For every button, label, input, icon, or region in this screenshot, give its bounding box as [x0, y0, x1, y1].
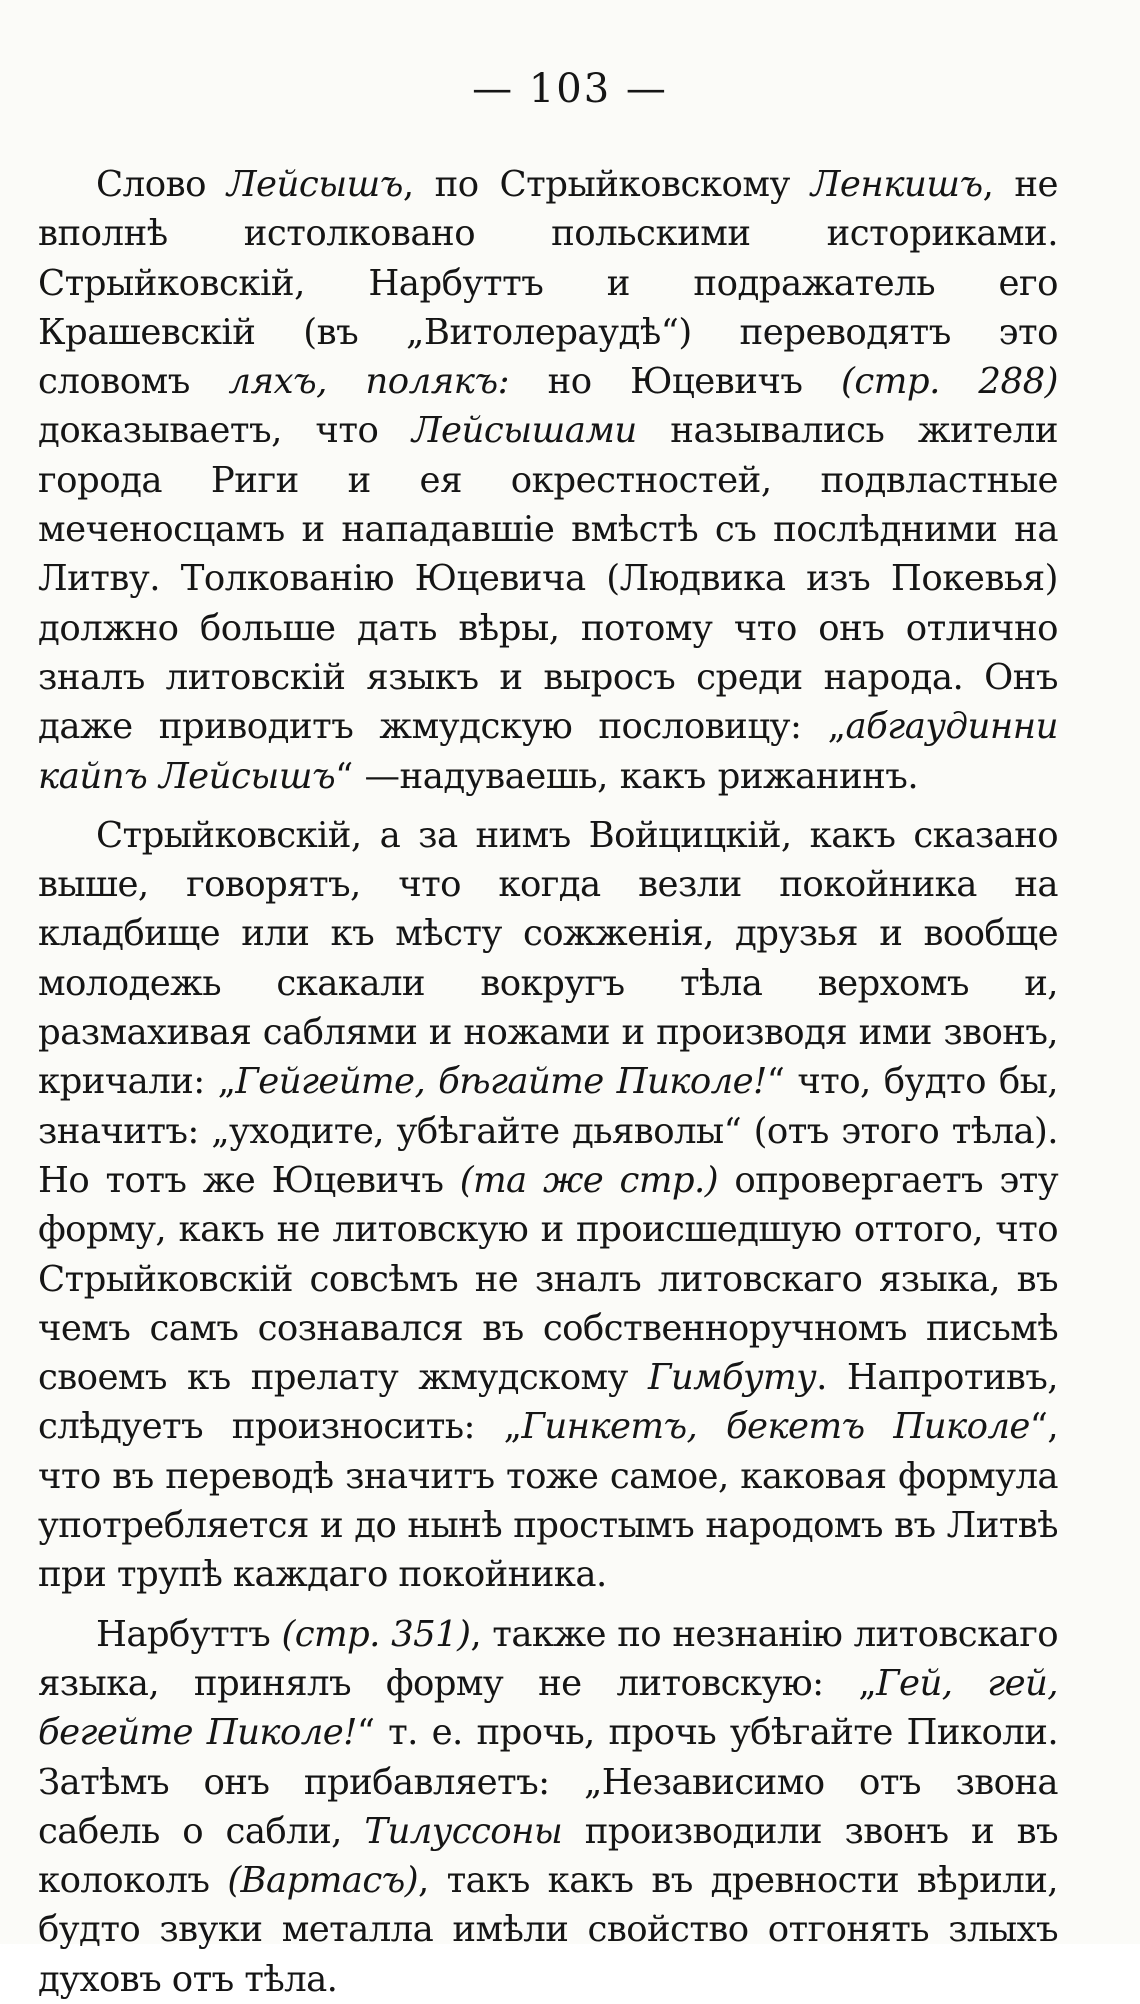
italic-text-run: Гинкетъ, бекетъ Пиколе	[521, 1406, 1030, 1448]
page-number: — 103 —	[472, 66, 668, 112]
text-run: доказываетъ, что	[38, 410, 412, 452]
italic-text-run: (Вартасъ)	[227, 1860, 418, 1902]
text-run: “ что, будто бы, значитъ: „уходите, убѣгайте дьяволы“ (отъ этого тѣла). Но тотъ же Юцевичъ	[38, 1061, 1058, 1201]
text-run: , по Стрыйковскому	[402, 164, 811, 205]
italic-text-run: Ленкишъ	[810, 164, 983, 205]
text-run: опровергаетъ эту форму, какъ не литовскую и происшедшую оттого, что Стрыйковскій совсѣмъ не зналъ литовскаго языка, въ чемъ самъ сознавался въ собственноручномъ письмѣ своемъ къ прелату жмудскому	[38, 1159, 1058, 1399]
text-run: Стрыйковскій, а за нимъ Войцицкій, какъ сказано выше, говорятъ, что когда везли покойника на кладбище или къ мѣсту сожженія, друзья и вообще молодежь скакали вокругъ тѣла верхомъ и, размахивая саблями и ножами и производя ими звонъ, кричали: „	[38, 814, 1058, 1103]
text-run: производили звонъ и въ колоколъ	[38, 1810, 1058, 1902]
text-run: Слово	[96, 164, 227, 205]
text-run: , такъ какъ въ древности вѣрили, будто звуки металла имѣли свойство отгонять злыхъ духовъ отъ тѣла.	[38, 1860, 1058, 2000]
text-run: , не вполнѣ истолковано польскими историками. Стрыйковскій, Нарбуттъ и подражатель его Крашевскій (въ „Витолераудѣ“) переводятъ это словомъ	[38, 164, 1058, 403]
body-text	[38, 160, 1058, 2004]
italic-text-run: Лейсышъ	[226, 164, 403, 205]
italic-text-run: Тилуссоны	[364, 1810, 563, 1852]
italic-text-run: (стр. 288)	[841, 361, 1058, 403]
text-run: “ т. е. прочь, прочь убѣгайте Пиколи. Затѣмъ онъ прибавляетъ: „Независимо отъ звона сабель о сабли,	[38, 1712, 1059, 1852]
paragraph-funeral-cry	[38, 811, 1058, 1600]
italic-text-run: Лейсышами	[411, 410, 637, 452]
italic-text-run: (стр. 351)	[281, 1613, 471, 1655]
italic-text-run: абгаудинни кайпъ Лейсышъ	[38, 706, 1058, 797]
text-run: “ —надуваешь, какъ рижанинъ.	[335, 755, 919, 797]
text-run: . Напротивъ, слѣдуетъ произносить: „	[38, 1357, 1058, 1448]
italic-text-run: Гимбуту	[647, 1357, 817, 1399]
italic-text-run: Гей, гей, бегейте Пиколе!	[38, 1662, 1058, 1754]
text-run: Нарбуттъ	[96, 1613, 282, 1655]
italic-text-run: ляхъ, полякъ:	[228, 361, 510, 403]
text-run: назывались жители города Риги и ея окрестностей, подвластные меченосцамъ и нападавшіе вмѣстѣ съ послѣдними на Литву. Толкованію Юцевича (Людвика изъ Покевья) должно больше дать вѣры, потому что онъ отлично зналъ литовскій языкъ и выросъ среди народа. Онъ даже приводитъ жмудскую пословицу: „	[38, 410, 1059, 748]
text-run: “, что въ переводѣ значитъ тоже самое, каковая формула употребляется и до нынѣ простымъ народомъ въ Литвѣ при трупѣ каждаго покойника.	[38, 1406, 1058, 1596]
italic-text-run: Гейгейте, бѣгайте Пиколе!	[235, 1061, 767, 1103]
italic-text-run: (та же стр.)	[459, 1159, 718, 1201]
text-run: , также по незнанію литовскаго языка, принялъ форму не литовскую: „	[38, 1613, 1059, 1704]
text-run: но Юцевичъ	[509, 361, 841, 403]
paragraph-narbutt	[38, 1610, 1058, 2004]
paragraph-leysysh	[38, 160, 1058, 801]
